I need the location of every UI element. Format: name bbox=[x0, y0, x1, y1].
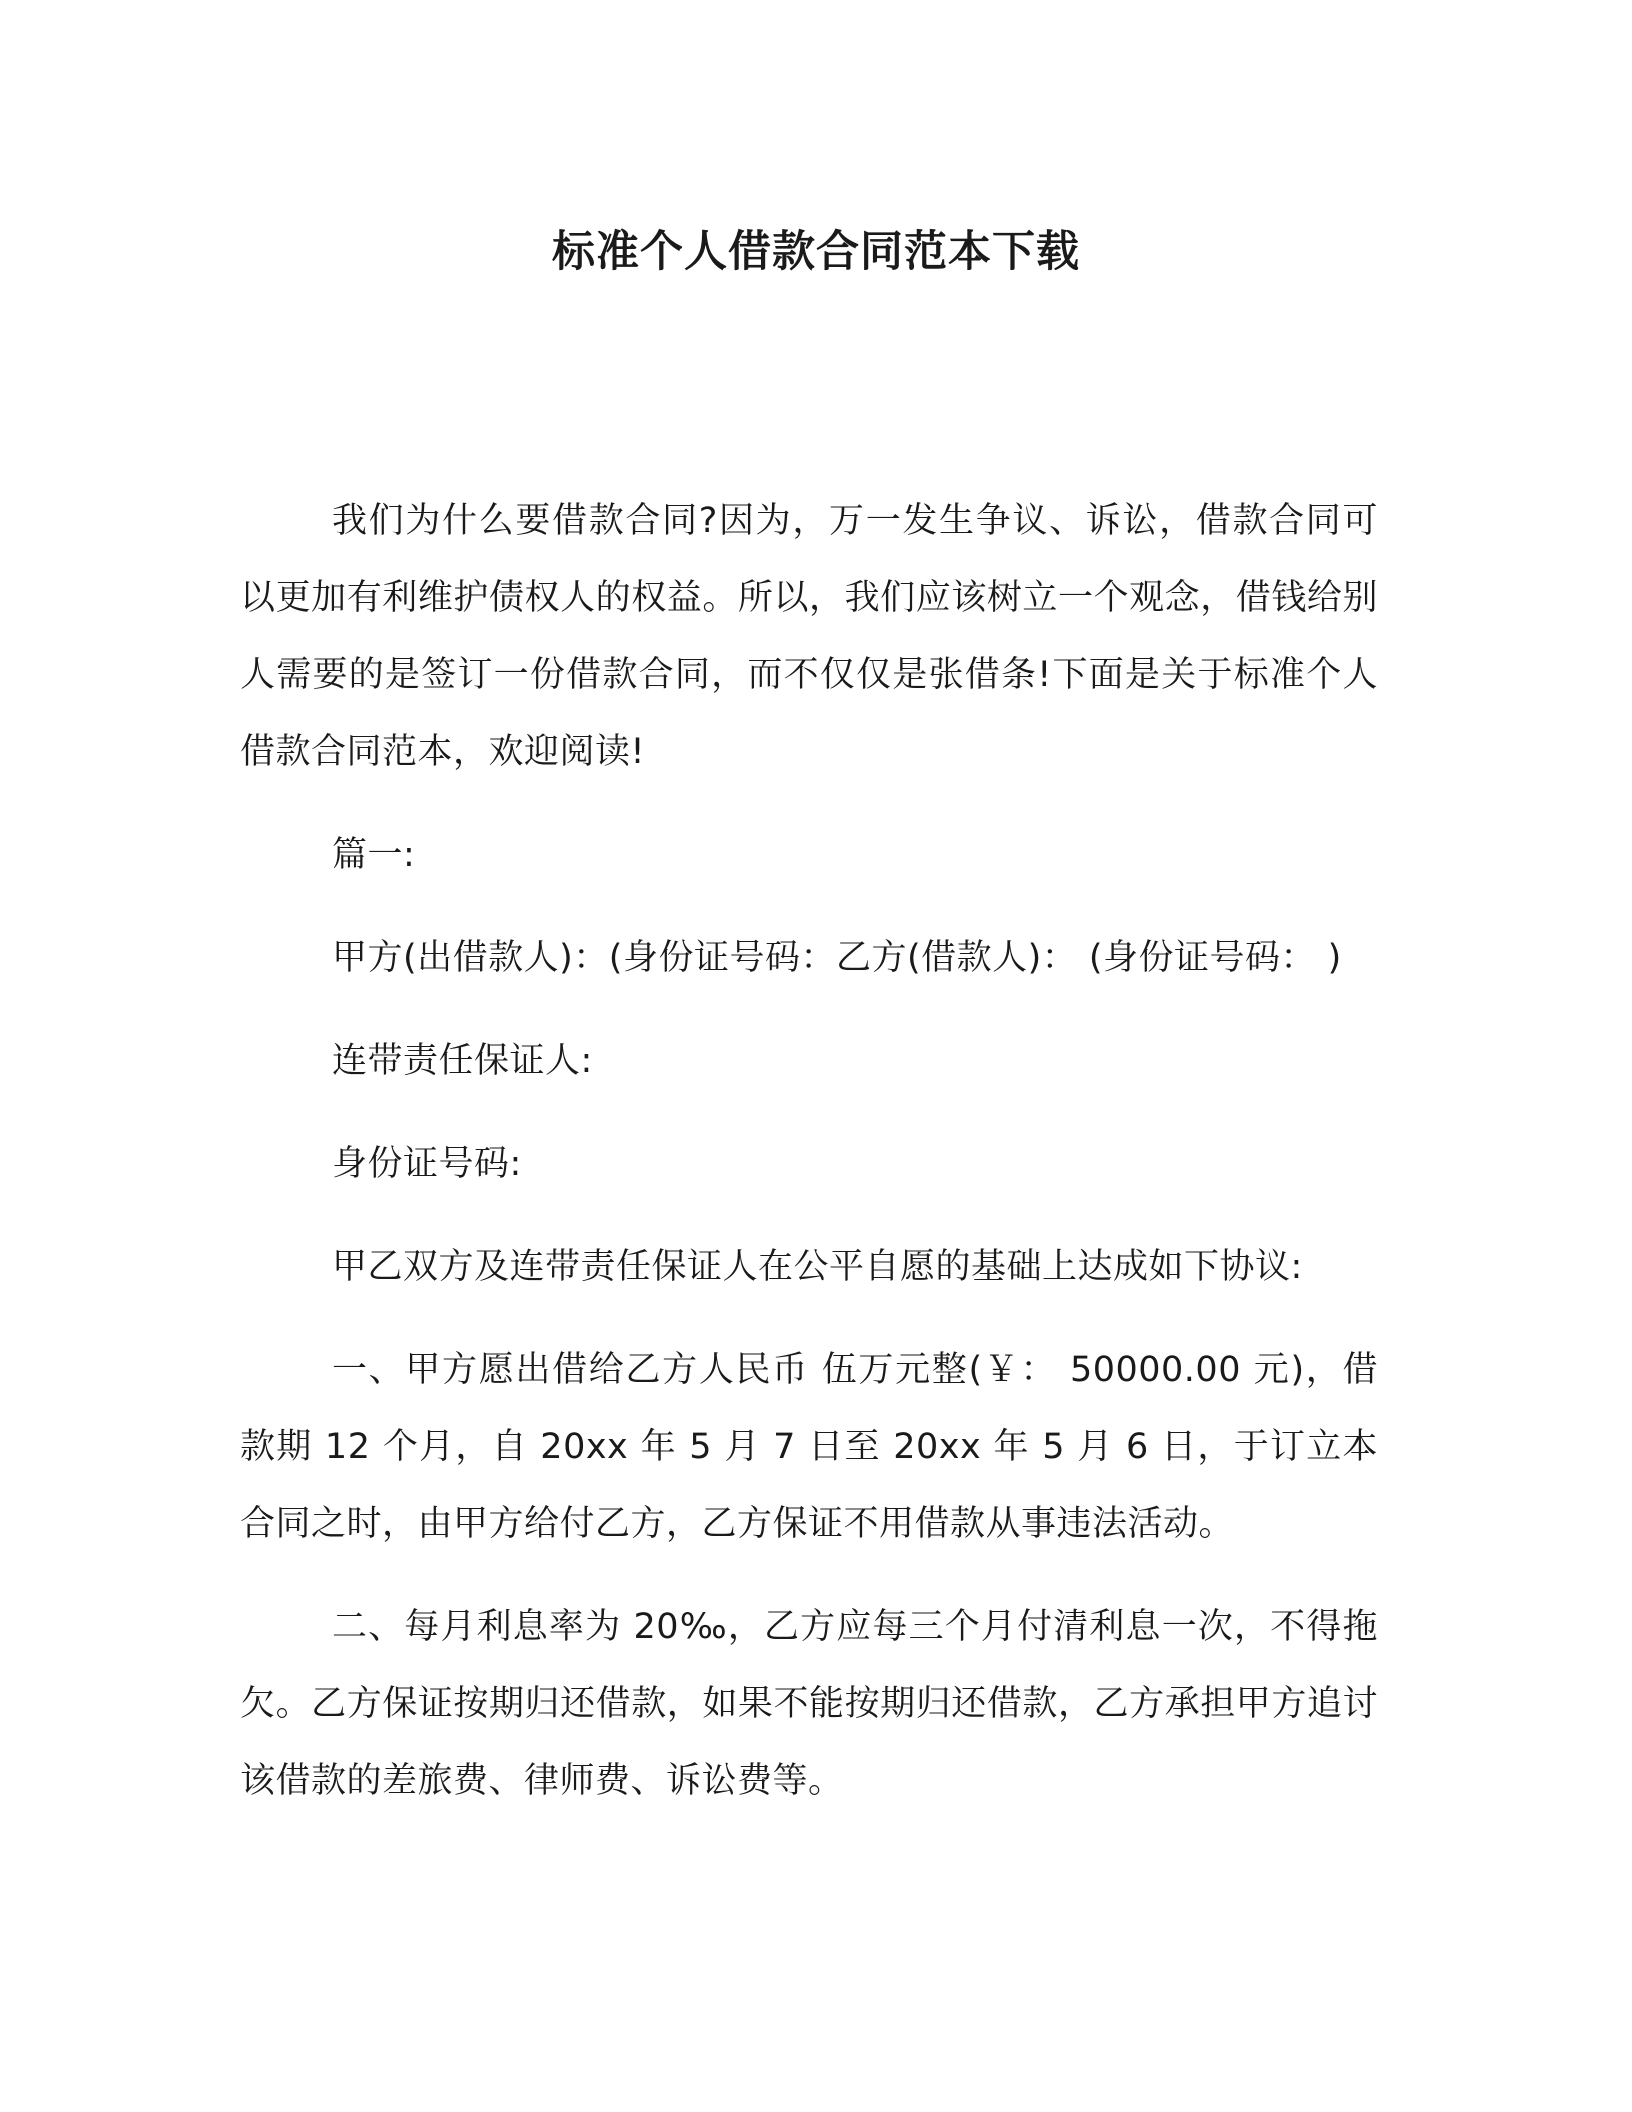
clause-one: 一、甲方愿出借给乙方人民币 伍万元整(￥： 50000.00 元)，借款期 12 个月，自 20xx 年 5 月 7 日至 20xx 年 5 月 6 日，于订立本合同之时，由甲方给付乙方，乙方保证不用借款从事违法活动。 bbox=[240, 1350, 1378, 1544]
id-number-line: 身份证号码: bbox=[332, 1144, 522, 1184]
section-heading: 篇一: bbox=[332, 835, 416, 875]
clause-two: 二、每月利息率为 20‰，乙方应每三个月付清利息一次，不得拖欠。乙方保证按期归还借款，如果不能按期归还借款，乙方承担甲方追讨该借款的差旅费、律师费、诉讼费等。 bbox=[240, 1607, 1378, 1801]
agreement-preamble: 甲乙双方及连带责任保证人在公平自愿的基础上达成如下协议: bbox=[332, 1247, 1303, 1287]
guarantor-line: 连带责任保证人: bbox=[332, 1041, 593, 1081]
document-title: 标准个人借款合同范本下载 bbox=[552, 227, 1080, 277]
intro-paragraph: 我们为什么要借款合同?因为，万一发生争议、诉讼，借款合同可以更加有利维护债权人的权益。所以，我们应该树立一个观念，借钱给别人需要的是签订一份借款合同，而不仅仅是张借条!下面是关于标准个人借款合同范本，欢迎阅读! bbox=[240, 501, 1378, 772]
parties-line: 甲方(出借款人)：(身份证号码：乙方(借款人)： (身份证号码： ) bbox=[332, 938, 1342, 978]
